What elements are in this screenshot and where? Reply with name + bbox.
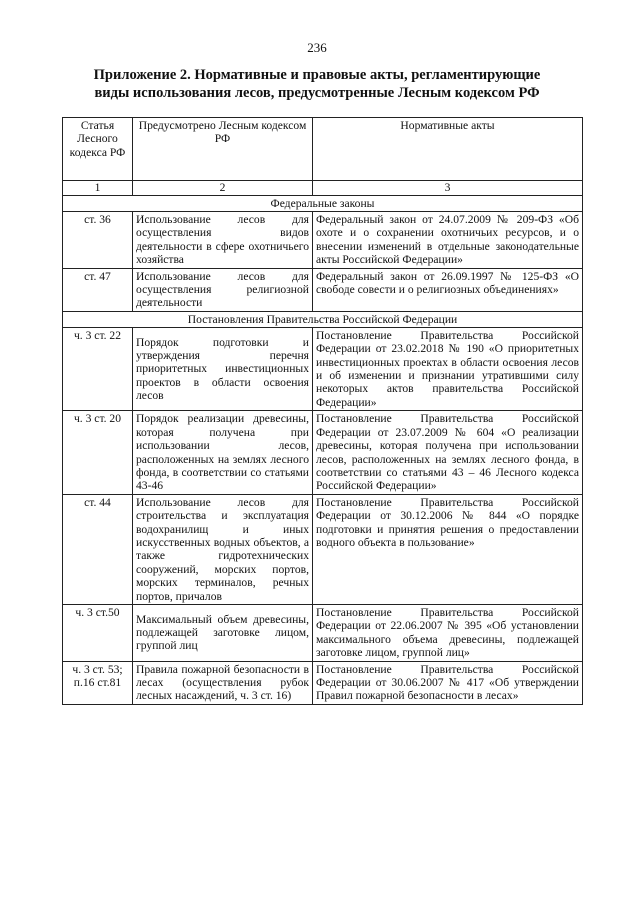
section-header-row	[63, 196, 583, 212]
subject-cell: Правила пожарной безопасности в лесах (осуществления рубок лесных насаждений, ч. 3 ст. 16)	[133, 661, 313, 704]
acts-cell: Постановление Правительства Российской Федерации от 22.06.2007 № 395 «Об установлении максимального объема древесины, подлежащей заготовке лицом, группой лиц»	[313, 604, 583, 661]
table-row	[63, 604, 583, 661]
subject-cell: Использование лесов для осуществления религиозной деятельности	[133, 268, 313, 311]
document-title-line-1: Приложение 2. Нормативные и правовые акты, регламентирующие	[93, 67, 541, 83]
table-row	[63, 661, 583, 704]
article-cell: ст. 36	[63, 212, 133, 269]
acts-cell: Постановление Правительства Российской Федерации от 23.02.2018 № 190 «О приоритетных инвестиционных проектах в области освоения лесов и об изменении и признании утратившими силу некоторых актов правительства Российской Федерации»	[313, 327, 583, 410]
table-row	[63, 268, 583, 311]
normative-acts-table	[62, 117, 583, 705]
header-article: Статья Лесного кодекса РФ	[63, 118, 133, 181]
document-title	[60, 66, 574, 102]
subject-cell: Использование лесов для осуществления видов деятельности в сфере охотничьего хозяйства	[133, 212, 313, 269]
section-title: Постановления Правительства Российской Федерации	[63, 311, 583, 327]
article-cell: ч. 3 ст.50	[63, 604, 133, 661]
column-number: 1	[63, 181, 133, 196]
column-number: 2	[133, 181, 313, 196]
subject-cell: Максимальный объем древесины, подлежащей заготовке лицом, группой лиц	[133, 604, 313, 661]
column-number: 3	[313, 181, 583, 196]
subject-cell: Использование лесов для строительства и эксплуатация водохранилищ и иных искусственных водных объектов, а также гидротехнических сооружений, морских портов, морских терминалов, речных портов, причалов	[133, 494, 313, 604]
header-acts: Нормативные акты	[313, 118, 583, 181]
article-cell: ст. 47	[63, 268, 133, 311]
document-title-line-2: виды использования лесов, предусмотренные Лесным кодексом РФ	[94, 85, 540, 101]
table-header-row	[63, 118, 583, 181]
acts-cell: Постановление Правительства Российской Федерации от 30.06.2007 № 417 «Об утверждении Правил пожарной безопасности в лесах»	[313, 661, 583, 704]
table-row	[63, 212, 583, 269]
section-title: Федеральные законы	[63, 196, 583, 212]
article-cell: ч. 3 ст. 22	[63, 327, 133, 410]
article-cell: ст. 44	[63, 494, 133, 604]
column-number-row	[63, 181, 583, 196]
subject-cell: Порядок реализации древесины, которая получена при использовании лесов, расположенных на землях лесного фонда, в соответствии со статьями 43-46	[133, 411, 313, 494]
acts-cell: Постановление Правительства Российской Федерации от 23.07.2009 № 604 «О реализации древесины, которая получена при использовании лесов, расположенных на землях лесного фонда, в соответствии со статьями 43 – 46 Лесного кодекса Российской Федерации»	[313, 411, 583, 494]
section-header-row	[63, 311, 583, 327]
acts-cell: Федеральный закон от 24.07.2009 № 209-ФЗ «Об охоте и о сохранении охотничьих ресурсов, и о внесении изменений в отдельные законодательные акты Российской Федерации»	[313, 212, 583, 269]
page-number: 236	[307, 40, 327, 55]
subject-cell: Порядок подготовки и утверждения перечня приоритетных инвестиционных проектов в области освоения лесов	[133, 327, 313, 410]
acts-cell: Федеральный закон от 26.09.1997 № 125-ФЗ «О свободе совести и о религиозных объединениях»	[313, 268, 583, 311]
header-provided: Предусмотрено Лесным кодексом РФ	[133, 118, 313, 181]
table-row	[63, 494, 583, 604]
table-row	[63, 327, 583, 410]
article-cell: ч. 3 ст. 53; п.16 ст.81	[63, 661, 133, 704]
table-row	[63, 411, 583, 494]
acts-cell: Постановление Правительства Российской Федерации от 30.12.2006 № 844 «О порядке подготовки и принятия решения о предоставлении водного объекта в пользование»	[313, 494, 583, 604]
article-cell: ч. 3 ст. 20	[63, 411, 133, 494]
